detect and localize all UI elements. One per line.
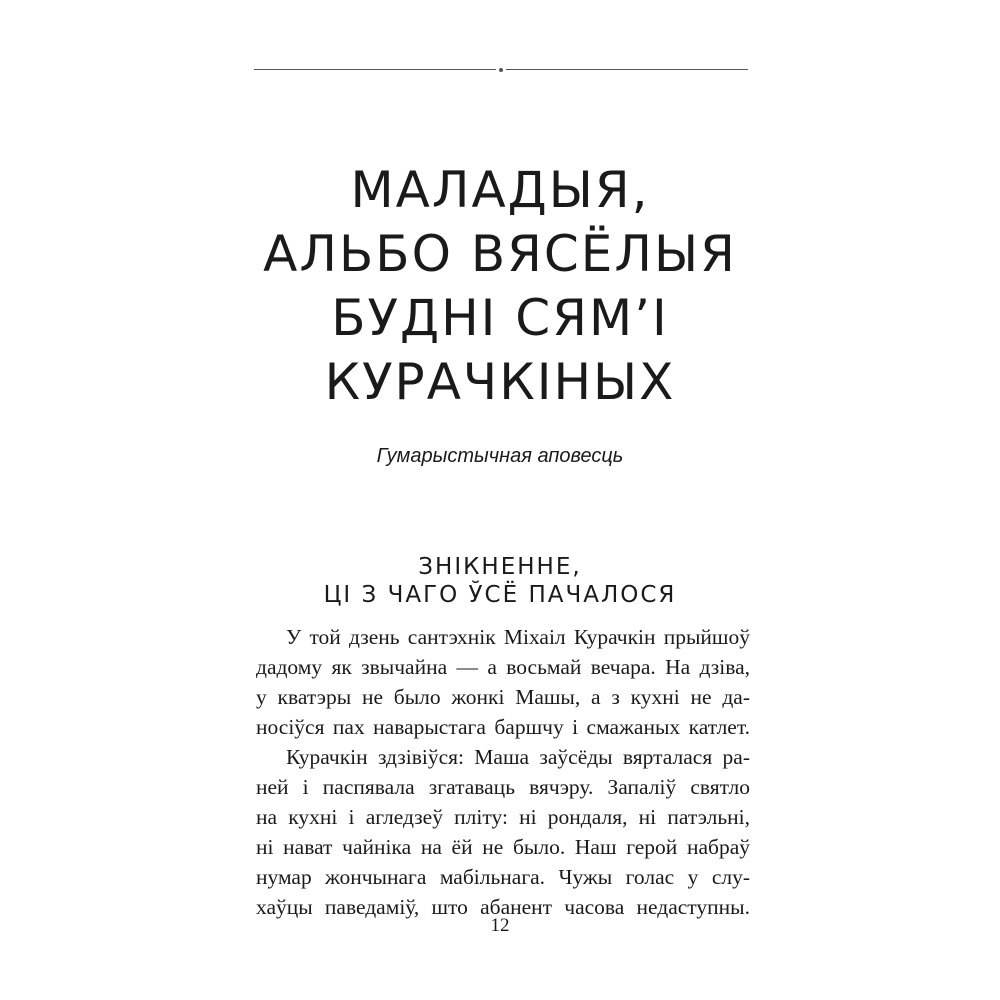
text-line: ней і паспявала згатаваць вячэру. Запаліў святло: [256, 775, 750, 799]
chapter-title-line: ЦІ З ЧАГО ЎСЁ ПАЧАЛОСЯ: [323, 582, 677, 608]
rule-left-line: [254, 69, 496, 70]
chapter-title-line: ЗНІКНЕННЕ,: [418, 554, 582, 580]
title-line: АЛЬБО ВЯСЁЛЫЯ: [263, 225, 737, 283]
text-line: на кухні і агледзеў пліту: ні рондаля, ні патэльні,: [256, 805, 750, 829]
text-line: нумар жончынага мабільнага. Чужы голас у слу-: [256, 865, 750, 889]
story-subtitle: Гумарыстычная аповесць: [376, 445, 624, 467]
text-line: ні нават чайніка на ёй не было. Наш герой набраў: [256, 835, 750, 859]
text-line: У той дзень сантэхнік Міхаіл Курачкін прыйшоў: [286, 625, 750, 649]
title-line: МАЛАДЫЯ,: [350, 161, 650, 219]
text-line: хаўцы паведаміў, што абанент часова недаступны.: [256, 895, 750, 919]
page-number: 12: [490, 915, 510, 936]
text-line: дадому як звычайна — а восьмай вечара. На дзіва,: [256, 655, 750, 679]
rule-center-dot: [499, 68, 503, 72]
story-title: [150, 158, 850, 414]
text-line: у кватэры не было жонкі Машы, а з кухні не да-: [256, 685, 750, 709]
body-text: [256, 622, 750, 922]
top-ornament-rule: [254, 67, 748, 73]
title-line: КУРАЧКІНЫХ: [324, 353, 676, 411]
rule-right-line: [506, 69, 748, 70]
text-line: носіўся пах наварыстага баршчу і смажаных катлет.: [256, 715, 750, 739]
text-line: Курачкін здзівіўся: Маша заўсёды вярталася ра-: [286, 745, 750, 769]
title-line: БУДНІ СЯМ’І: [331, 289, 669, 347]
chapter-title: [250, 553, 750, 609]
